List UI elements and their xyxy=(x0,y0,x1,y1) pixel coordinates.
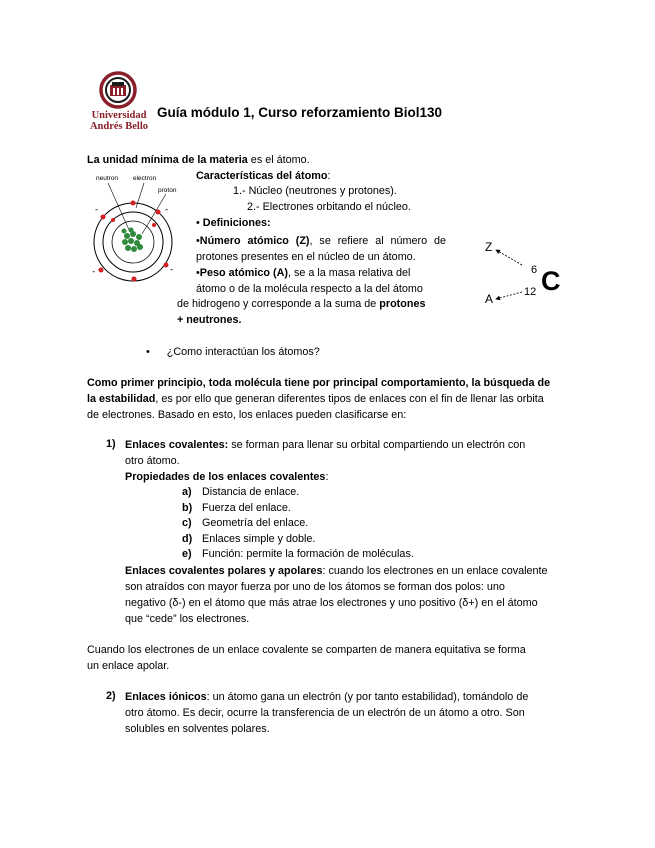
a-text-1: , se a la masa relativa del xyxy=(287,267,411,279)
covalent-number: 1) xyxy=(106,438,116,450)
logo-text xyxy=(84,110,154,132)
proton-label: proton xyxy=(158,187,177,194)
property-letter: d) xyxy=(182,532,193,545)
a-bullet: • xyxy=(196,267,200,279)
property-item xyxy=(182,547,414,563)
logo-line1: Universidad xyxy=(91,110,147,121)
ionic-term: Enlaces iónicos xyxy=(125,691,207,703)
notation-a-label: A xyxy=(485,292,494,306)
a-term: Peso atómico (A) xyxy=(199,267,288,279)
principle-paragraph xyxy=(87,375,571,423)
properties-list xyxy=(182,485,414,563)
electron-label: electron xyxy=(133,175,157,182)
polar-line-1 xyxy=(125,563,571,579)
polar-term: Enlaces covalentes polares y apolares xyxy=(125,565,323,577)
ionic-number: 2) xyxy=(106,690,116,702)
atomic-number-definition xyxy=(196,233,446,265)
principle-bold-2: la estabilidad xyxy=(87,393,156,405)
characteristics-heading-text: Características del átomo xyxy=(196,170,328,182)
z-line-2: protones presentes en el núcleo de un átomo. xyxy=(196,251,416,263)
property-letter: c) xyxy=(182,517,192,530)
props-heading-line xyxy=(125,469,571,485)
z-text-1: , se refiere al número de xyxy=(309,235,446,247)
property-text: Distancia de enlace. xyxy=(202,486,300,498)
page-title: Guía módulo 1, Curso reforzamiento Biol130 xyxy=(157,105,443,120)
property-letter: b) xyxy=(182,501,193,514)
characteristic-item-1: 1.- Núcleo (neutrones y protones). xyxy=(233,185,397,197)
logo-line2: Andrés Bello xyxy=(89,121,149,132)
notation-symbol: C xyxy=(541,266,561,296)
svg-text:-: - xyxy=(170,265,174,275)
apolar-line-2: un enlace apolar. xyxy=(87,660,170,672)
characteristics-colon: : xyxy=(327,170,331,182)
a-line-2: átomo o de la molécula respecto a la del átomo xyxy=(196,283,423,295)
covalent-line-2: otro átomo. xyxy=(125,455,180,467)
atom-icon xyxy=(88,172,188,292)
a-line-4: + neutrones. xyxy=(177,314,242,326)
notation-top-number: 6 xyxy=(531,264,538,276)
covalent-term: Enlaces covalentes: xyxy=(125,439,229,451)
definitions-heading xyxy=(196,216,271,231)
ionic-text-1: : un átomo gana un electrón (y por tanto estabilidad), tomándolo de xyxy=(206,691,529,703)
props-heading: Propiedades de los enlaces covalentes xyxy=(125,471,326,483)
ionic-line-1 xyxy=(125,689,571,705)
covalent-text-1: se forman para llenar su orbital compartiendo un electrón con xyxy=(228,439,526,451)
property-letter: e) xyxy=(182,548,192,561)
property-text: Fuerza del enlace. xyxy=(202,501,291,514)
atomic-weight-definition xyxy=(196,265,446,297)
polar-apolar-paragraph xyxy=(125,563,571,627)
z-line-1 xyxy=(196,233,446,249)
props-colon: : xyxy=(325,471,329,483)
notation-z-label: Z xyxy=(485,240,493,254)
property-letter: a) xyxy=(182,486,192,498)
principle-line-3: de electrones. Basado en esto, los enlaces pueden clasificarse en: xyxy=(87,409,407,421)
a-text-3: de hidrogeno y corresponde a la suma de xyxy=(177,298,380,310)
polar-line-2: son atraídos con mayor fuerza por uno de los átomos se forman dos polos: uno xyxy=(125,581,505,593)
ionic-line-2: otro átomo. Es decir, ocurre la transferencia de un electrón de un átomo a otro. Son xyxy=(125,707,525,719)
covalent-definition xyxy=(125,437,571,485)
definitions-heading-text: Definiciones: xyxy=(202,217,271,229)
property-item xyxy=(182,516,414,532)
principle-rest-2: , es por ello que generan diferentes tipos de enlaces con el fin de llenar las orbita xyxy=(155,393,544,405)
apolar-paragraph xyxy=(87,642,571,674)
ionic-line-3: solubles en solventes polares. xyxy=(125,723,270,735)
property-item xyxy=(182,532,414,548)
question-line xyxy=(146,345,320,360)
ionic-definition xyxy=(125,689,571,737)
a-line-3 xyxy=(177,297,425,312)
notation-arrows-icon xyxy=(480,236,570,311)
covalent-line-1 xyxy=(125,437,571,453)
svg-text:-: - xyxy=(95,205,99,215)
property-item xyxy=(182,485,414,501)
notation-bottom-number: 12 xyxy=(524,286,537,298)
polar-line-4: que “cede” los electrones. xyxy=(125,613,250,625)
isotope-notation xyxy=(480,236,570,311)
apolar-line-1: Cuando los electrones de un enlace covalente se comparten de manera equitativa se forma xyxy=(87,644,526,656)
z-term: Número atómico (Z) xyxy=(199,235,310,247)
university-logo xyxy=(86,71,152,135)
property-item xyxy=(182,501,414,517)
intro-line xyxy=(87,153,310,168)
intro-rest: es el átomo. xyxy=(247,154,310,166)
intro-bold: La unidad mínima de la materia xyxy=(87,154,248,166)
question-bullet: • xyxy=(146,346,150,358)
polar-line-3: negativo (δ-) en el átomo que más atrae los electrones y uno positivo (δ+) en el átomo xyxy=(125,597,538,609)
question-text: ¿Como interactúan los átomos? xyxy=(166,346,320,358)
a-line-1 xyxy=(196,265,446,281)
principle-line-2 xyxy=(87,391,571,407)
characteristics-heading xyxy=(196,169,330,184)
svg-text:-: - xyxy=(165,205,169,215)
polar-text-1: : cuando los electrones en un enlace covalente xyxy=(322,565,548,577)
definitions-bullet: • xyxy=(196,217,200,229)
property-text: Geometría del enlace. xyxy=(202,517,309,530)
svg-text:-: - xyxy=(92,267,96,277)
property-text: Enlaces simple y doble. xyxy=(202,532,316,545)
principle-line-1: Como primer principio, toda molécula tiene por principal comportamiento, la búsqueda de xyxy=(87,377,551,389)
a-text-3-bold: protones xyxy=(379,298,426,310)
logo-emblem-icon xyxy=(86,71,152,111)
neutron-label: neutron xyxy=(96,175,119,182)
characteristic-item-2: 2.- Electrones orbitando el núcleo. xyxy=(247,201,411,213)
atom-diagram xyxy=(88,172,188,292)
z-bullet: • xyxy=(196,235,200,247)
property-text: Función: permite la formación de moléculas. xyxy=(202,548,414,561)
